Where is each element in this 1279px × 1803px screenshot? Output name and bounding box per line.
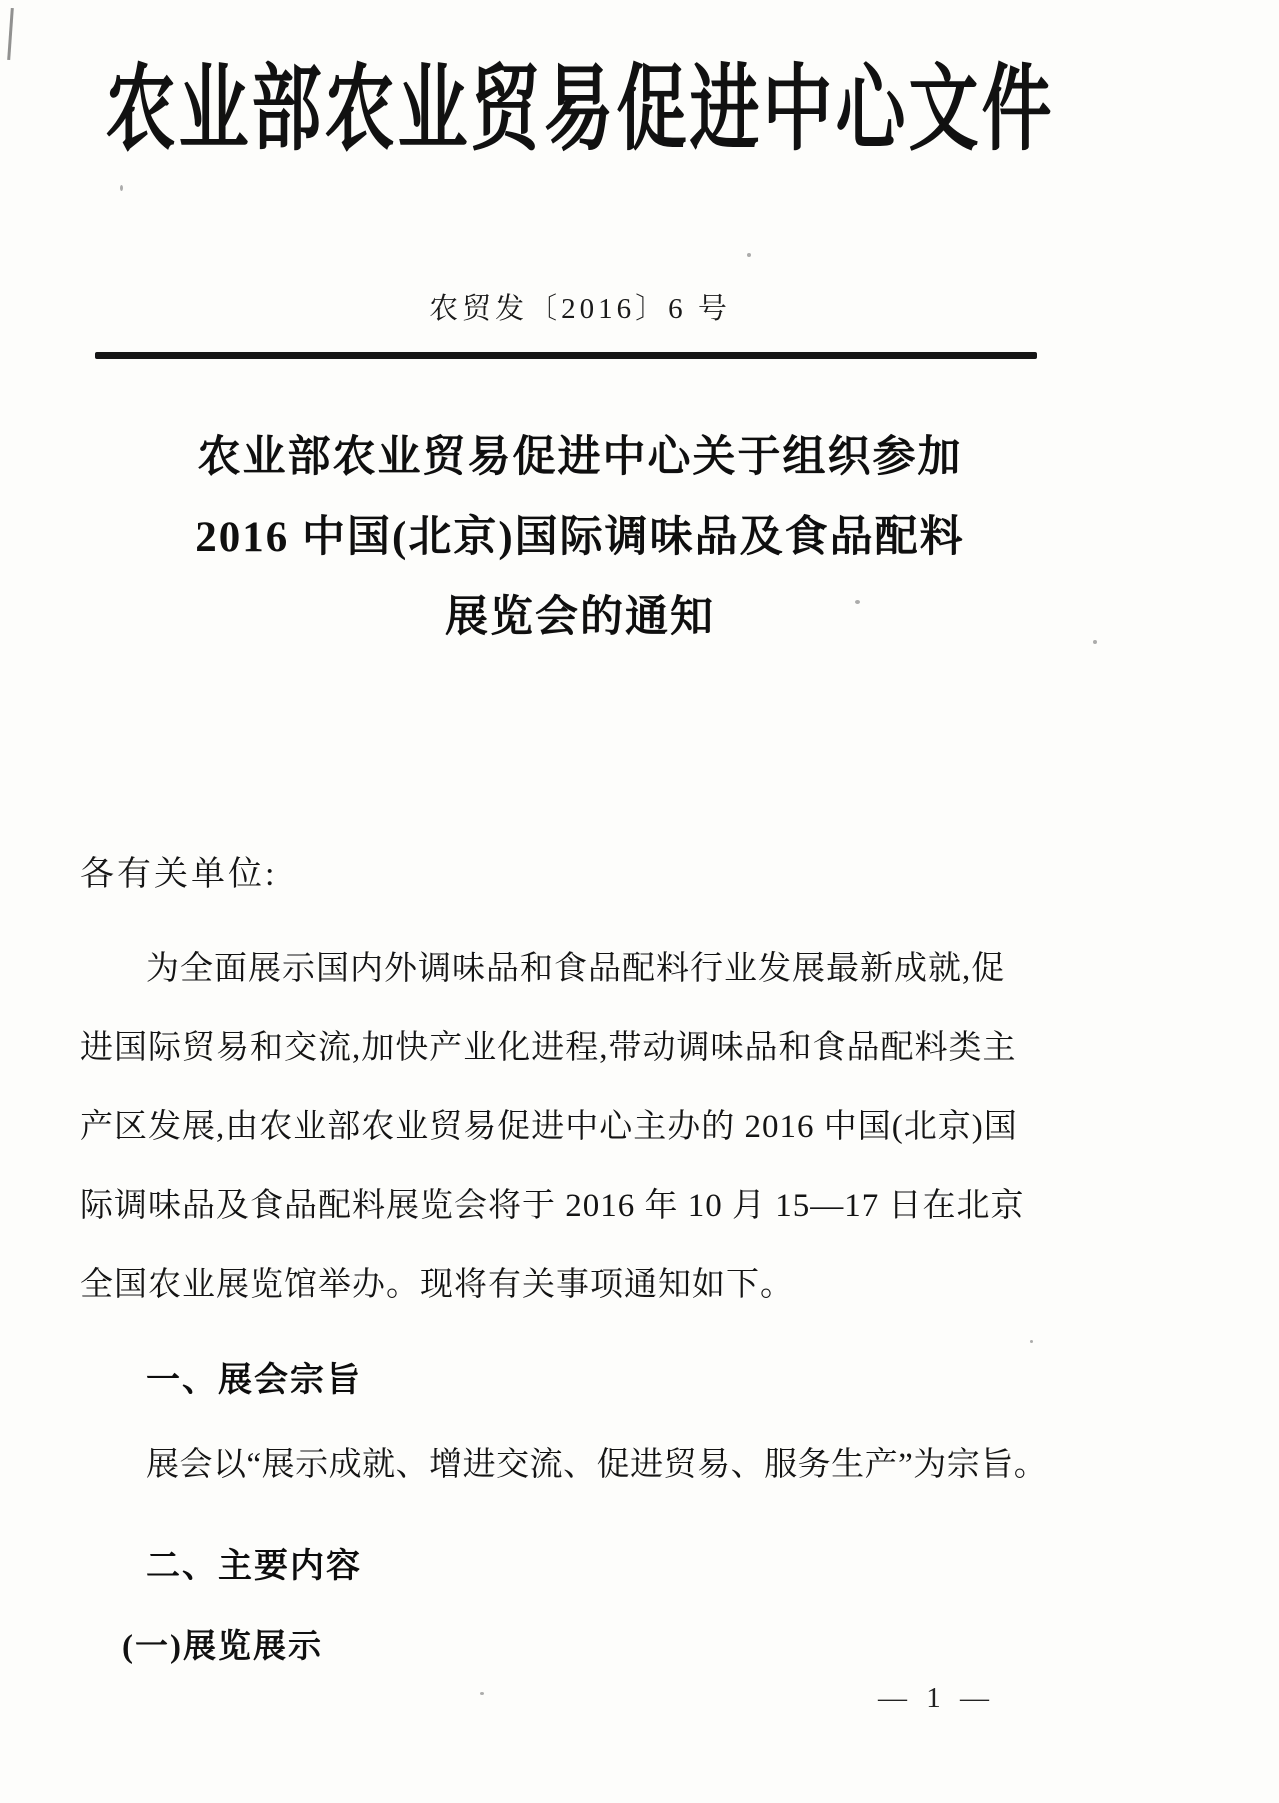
document-letterhead-title: 农业部农业贸易促进中心文件 (105, 59, 1055, 163)
body-paragraph-line-2: 进国际贸易和交流,加快产业化进程,带动调味品和食品配料类主 (80, 1030, 1017, 1066)
body-paragraph (80, 930, 1040, 1325)
document-title-line-3: 展览会的通知 (445, 594, 715, 641)
body-paragraph-line-3: 产区发展,由农业部农业贸易促进中心主办的 2016 中国(北京)国 (80, 1109, 1018, 1145)
document-title-line-2: 2016 中国(北京)国际调味品及食品配料 (195, 514, 965, 561)
body-paragraph-line-4: 际调味品及食品配料展览会将于 2016 年 10 月 15—17 日在北京 (80, 1188, 1025, 1224)
section-2-heading: 二、主要内容 (146, 1548, 362, 1585)
document-title-line-1: 农业部农业贸易促进中心关于组织参加 (197, 434, 963, 481)
page-number: — 1 — (878, 1682, 995, 1714)
body-paragraph-line-5: 全国农业展览馆举办。现将有关事项通知如下。 (80, 1267, 794, 1303)
scan-speck (747, 253, 751, 257)
letterhead-divider-rule (95, 352, 1037, 359)
body-paragraph-line-1: 为全面展示国内外调味品和食品配料行业发展最新成就,促 (146, 951, 1006, 987)
scan-speck (120, 185, 123, 191)
section-1-heading: 一、展会宗旨 (146, 1362, 362, 1399)
scan-speck (1093, 640, 1097, 644)
document-title (0, 418, 1160, 658)
scan-speck (480, 1692, 484, 1695)
section-2-sub-heading: (一)展览展示 (122, 1629, 323, 1665)
salutation: 各有关单位: (80, 856, 278, 893)
scan-speck (1030, 1340, 1033, 1343)
scan-speck (855, 600, 860, 604)
section-1-text: 展会以“展示成就、增进交流、促进贸易、服务生产”为宗旨。 (146, 1447, 1048, 1483)
document-reference-number: 农贸发〔2016〕6 号 (429, 293, 731, 325)
